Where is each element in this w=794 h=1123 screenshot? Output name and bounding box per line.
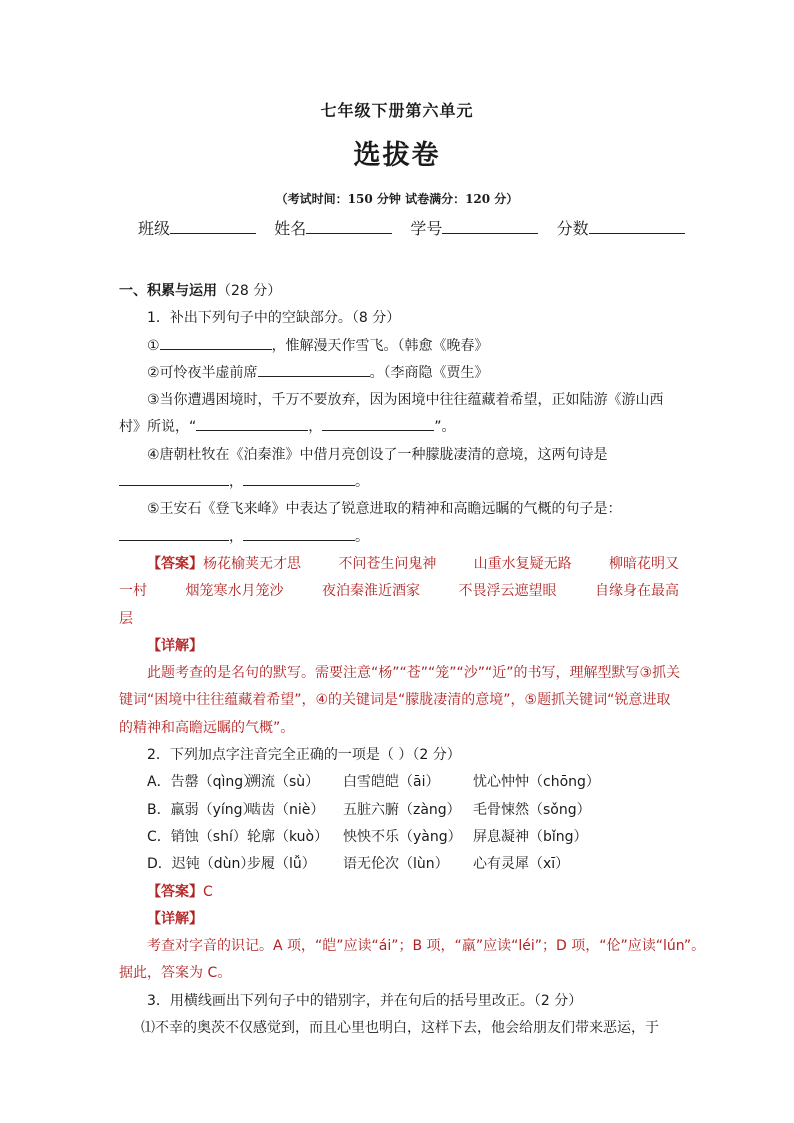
student-info-row (138, 216, 685, 239)
q1-blank-6[interactable] (243, 471, 355, 486)
q2-option-c: C．销蚀（shí）轮廓（kuò） 怏怏不乐（yàng） 屏息凝神（bǐng） (147, 828, 588, 845)
q1-blank-4[interactable] (322, 416, 434, 431)
answer-tag: 【答案】 (147, 555, 203, 572)
q1-item5-line1: ⑤王安石《登飞来峰》中表达了锐意进取的精神和高瞻远瞩的气概的句子是： (147, 501, 622, 518)
q1-blank-5[interactable] (119, 471, 229, 486)
section-heading: 一、积累与运用（28 分） (119, 283, 282, 299)
class-label: 班级 (138, 219, 171, 238)
q2-detail-line1: 考查对字音的识记。A 项，“皑”应读“ái”；B 项，“羸”应读“léi”；D 项，“伦”应读“lún”。 (147, 938, 706, 955)
q2-prompt: 2．下列加点字注音完全正确的一项是（ ）（2 分） (147, 747, 461, 764)
q3-prompt: 3．用横线画出下列句子中的错别字，并在句后的括号里改正。（2 分） (147, 992, 583, 1009)
q1-blank-2[interactable] (258, 362, 370, 377)
q1-detail-line2: 键词“困境中往往蕴藏着希望”，④的关键词是“朦胧凄清的意境”，⑤题抓关键词“锐意进取 (119, 692, 671, 709)
q2-detail-line2: 据此，答案为 C。 (119, 965, 232, 982)
q1-answer-line3: 层 (119, 610, 133, 627)
q1-prompt: 1．补出下列句子中的空缺部分。（8 分） (147, 310, 401, 327)
q1-blank-8[interactable] (243, 526, 355, 541)
score-field[interactable] (589, 217, 685, 234)
q1-detail-tag: 【详解】 (147, 637, 203, 654)
q1-blank-7[interactable] (119, 526, 229, 541)
q3-item1: ⑴不幸的奥茨不仅感觉到，而且心里也明白，这样下去，他会给朋友们带来恶运，于 (141, 1020, 659, 1037)
name-field[interactable] (306, 217, 392, 234)
q1-blank-3[interactable] (196, 416, 308, 431)
paper-title: 选拔卷 (353, 140, 441, 171)
q1-detail-line1: 此题考查的是名句的默写。需要注意“杨”“苍”“笼”“沙”“近”的书写，理解型默写③抓关 (147, 665, 681, 682)
q2-option-b: B．羸弱（yíng）啮齿（niè） 五脏六腑（zàng） 毛骨悚然（sǒng） (147, 801, 591, 818)
q1-answer-line1: 【答案】杨花榆荚无才思 不问苍生问鬼神 山重水复疑无路 柳暗花明又 (147, 555, 679, 572)
q1-item4-line1: ④唐朝杜牧在《泊秦淮》中借月亮创设了一种朦胧凄清的意境，这两句诗是 (147, 446, 608, 463)
name-label: 姓名 (274, 219, 307, 238)
q1-item5-line2: ， 。 (119, 524, 679, 551)
q1-item4-line2: ， 。 (119, 469, 679, 496)
q2-option-a: A．告罄（qìng）溯流（sù） 白雪皑皑（āi） 忧心忡忡（chōng） (147, 774, 600, 791)
exam-meta: （考试时间：150 分钟 试卷满分：120 分） (275, 192, 519, 206)
class-field[interactable] (170, 217, 256, 234)
q1-answer-line2: 一村 烟笼寒水月笼沙 夜泊秦淮近酒家 不畏浮云遮望眼 自缘身在最高 (119, 583, 679, 600)
q2-answer: 【答案】C (147, 883, 213, 900)
student-id-label: 学号 (410, 219, 443, 238)
grade-title: 七年级下册第六单元 (320, 101, 474, 120)
q1-item3-line2: 村》所说，“ ， ”。 (119, 414, 679, 441)
q2-detail-tag: 【详解】 (147, 910, 203, 927)
question-body (119, 278, 706, 1042)
q1-item1: ① ，惟解漫天作雪飞。（韩愈《晚春》 (119, 333, 679, 360)
q1-item3-line1: ③当你遭遇困境时，千万不要放弃，因为困境中往往蕴藏着希望，正如陆游《游山西 (147, 392, 664, 409)
q1-blank-1[interactable] (160, 335, 272, 350)
q2-option-d: D．迟钝（dùn）步履（lǚ） 语无伦次（lùn） 心有灵犀（xī） (147, 856, 570, 873)
student-id-field[interactable] (442, 217, 538, 234)
q1-item2: ②可怜夜半虚前席 。（李商隐《贾生》 (119, 360, 679, 387)
q1-detail-line3: 的精神和高瞻远瞩的气概”。 (119, 719, 295, 736)
score-label: 分数 (556, 219, 589, 238)
